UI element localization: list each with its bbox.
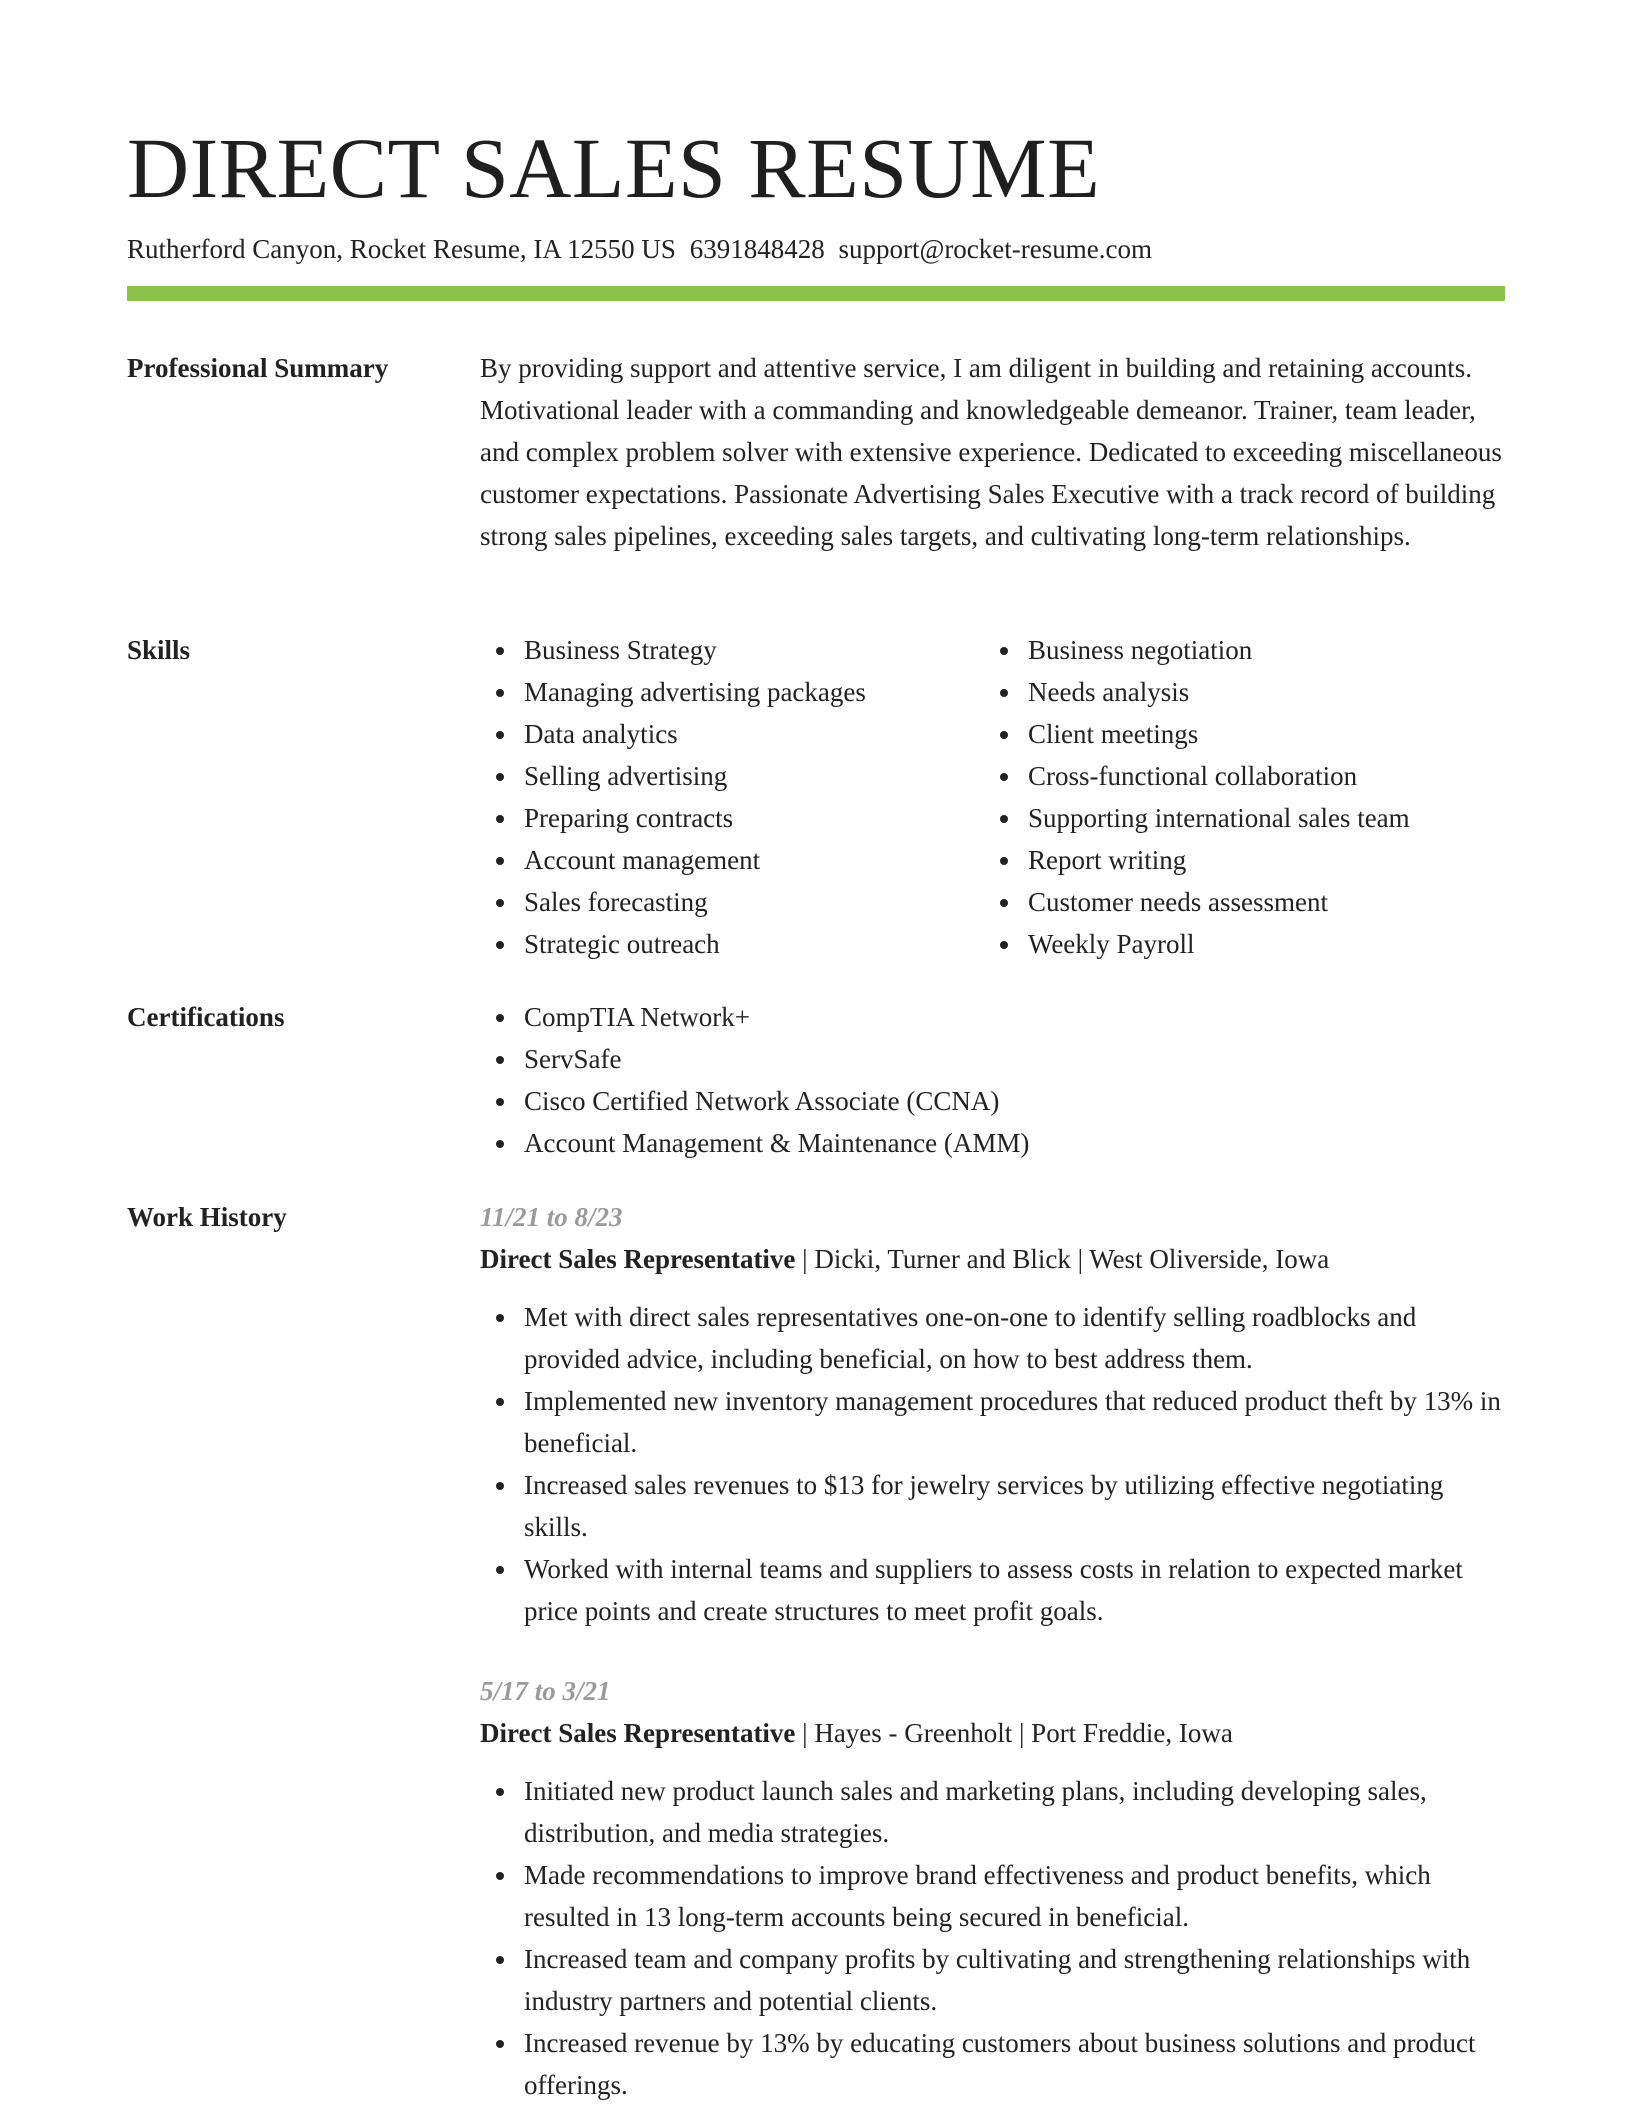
- job-bullets: [480, 1770, 1505, 2106]
- summary-content: [480, 347, 1505, 557]
- job-bullet: Increased revenue by 13% by educating customers about business solutions and product offerings.: [480, 2022, 1505, 2106]
- skill-item: Strategic outreach: [480, 923, 984, 965]
- phone: 6391848428: [689, 234, 825, 264]
- email: support@rocket-resume.com: [838, 234, 1152, 264]
- certification-item: Account Management & Maintenance (AMM): [480, 1122, 1505, 1164]
- job-bullet: Increased team and company profits by cultivating and strengthening relationships with industry partners and potential clients.: [480, 1938, 1505, 2022]
- skills-list-right: [984, 629, 1505, 965]
- skills-list-left: [480, 629, 984, 965]
- skill-item: Needs analysis: [984, 671, 1505, 713]
- skill-item: Managing advertising packages: [480, 671, 984, 713]
- job-entry: [480, 1670, 1505, 2106]
- job-dates: 5/17 to 3/21: [480, 1676, 611, 1706]
- resume-title: DIRECT SALES RESUME: [127, 120, 1101, 216]
- certification-item: Cisco Certified Network Associate (CCNA): [480, 1080, 1505, 1122]
- skill-item: Weekly Payroll: [984, 923, 1505, 965]
- job-entry: [480, 1196, 1505, 1632]
- skills-content: [480, 629, 1505, 965]
- skill-item: Business negotiation: [984, 629, 1505, 671]
- certifications-content: [480, 996, 1505, 1164]
- separator: |: [1019, 1718, 1025, 1748]
- certifications-list: [480, 996, 1505, 1164]
- work-history-content: [480, 1196, 1505, 2106]
- job-company: Dicki, Turner and Blick: [814, 1244, 1071, 1274]
- skill-item: Selling advertising: [480, 755, 984, 797]
- skills-heading: Skills: [127, 635, 191, 665]
- job-dates: 11/21 to 8/23: [480, 1202, 623, 1232]
- job-bullet: Made recommendations to improve brand effectiveness and product benefits, which resulted in 13 long-term accounts being secured in beneficial.: [480, 1854, 1505, 1938]
- skill-item: Report writing: [984, 839, 1505, 881]
- summary-text: By providing support and attentive service, I am diligent in building and retaining accounts. Motivational leader with a commanding and knowledgeable demeanor. Trainer, team leader, and complex problem solver with extensive experience. Dedicated to exceeding miscellaneous customer expectations. Passionate Advertising Sales Executive with a track record of building strong sales pipelines, exceeding sales targets, and cultivating long-term relationships.: [480, 353, 1502, 551]
- skill-item: Sales forecasting: [480, 881, 984, 923]
- skill-item: Account management: [480, 839, 984, 881]
- job-bullet: Worked with internal teams and suppliers to assess costs in relation to expected market price points and create structures to meet profit goals.: [480, 1548, 1505, 1632]
- skill-item: Customer needs assessment: [984, 881, 1505, 923]
- skill-item: Client meetings: [984, 713, 1505, 755]
- certifications-heading: Certifications: [127, 1002, 285, 1032]
- separator: |: [802, 1244, 808, 1274]
- skill-item: Business Strategy: [480, 629, 984, 671]
- skill-item: Supporting international sales team: [984, 797, 1505, 839]
- job-company: Hayes - Greenholt: [814, 1718, 1013, 1748]
- job-bullet: Increased sales revenues to $13 for jewelry services by utilizing effective negotiating skills.: [480, 1464, 1505, 1548]
- job-bullet: Met with direct sales representatives one-on-one to identify selling roadblocks and provided advice, including beneficial, on how to best address them.: [480, 1296, 1505, 1380]
- skill-item: Data analytics: [480, 713, 984, 755]
- work-history-heading: Work History: [127, 1202, 287, 1232]
- address: Rutherford Canyon, Rocket Resume, IA 12550 US: [127, 234, 676, 264]
- job-bullet: Implemented new inventory management procedures that reduced product theft by 13% in beneficial.: [480, 1380, 1505, 1464]
- job-title-line: [480, 1712, 1505, 1754]
- summary-heading: Professional Summary: [127, 353, 389, 383]
- skill-item: Preparing contracts: [480, 797, 984, 839]
- certification-item: CompTIA Network+: [480, 996, 1505, 1038]
- contact-line: [127, 230, 1152, 268]
- header-divider: [127, 286, 1505, 301]
- separator: |: [1077, 1244, 1083, 1274]
- job-location: Port Freddie, Iowa: [1031, 1718, 1233, 1748]
- skill-item: Cross-functional collaboration: [984, 755, 1505, 797]
- job-bullet: Initiated new product launch sales and marketing plans, including developing sales, distribution, and media strategies.: [480, 1770, 1505, 1854]
- job-role: Direct Sales Representative: [480, 1244, 796, 1274]
- job-role: Direct Sales Representative: [480, 1718, 796, 1748]
- job-location: West Oliverside, Iowa: [1089, 1244, 1330, 1274]
- separator: |: [802, 1718, 808, 1748]
- job-title-line: [480, 1238, 1505, 1280]
- certification-item: ServSafe: [480, 1038, 1505, 1080]
- job-bullets: [480, 1296, 1505, 1632]
